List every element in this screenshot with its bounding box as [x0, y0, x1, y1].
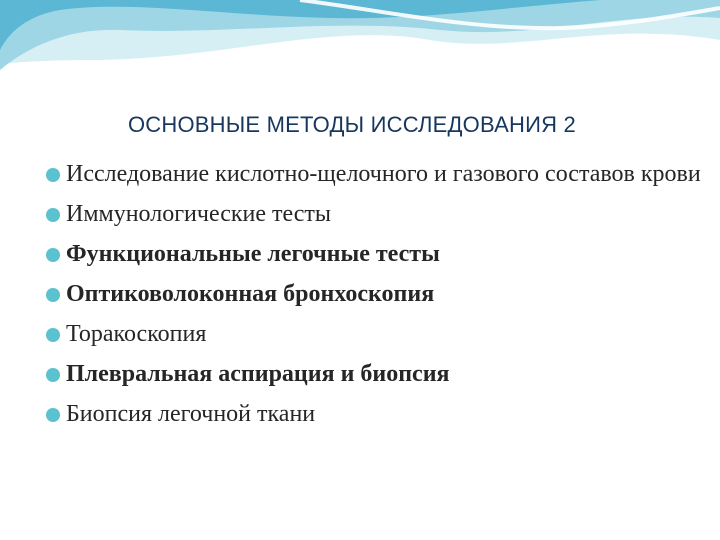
- bullet-list: [44, 158, 704, 438]
- bullet-dot-icon: [46, 368, 60, 382]
- bullet-text: Функциональные легочные тесты: [66, 241, 440, 267]
- bullet-item: [44, 198, 704, 230]
- bullet-dot-icon: [46, 408, 60, 422]
- bullet-dot-icon: [46, 328, 60, 342]
- bullet-item: [44, 238, 704, 270]
- bullet-text: Оптиковолоконная бронхоскопия: [66, 281, 435, 307]
- bullet-text: Иммунологические тесты: [66, 201, 332, 227]
- bullet-text: Исследование кислотно-щелочного и газового составов крови: [66, 161, 701, 187]
- bullet-item: [44, 318, 704, 350]
- bullet-dot-icon: [46, 288, 60, 302]
- header-wave-decoration: [0, 0, 720, 120]
- bullet-dot-icon: [46, 208, 60, 222]
- bullet-dot-icon: [46, 168, 60, 182]
- bullet-text: Плевральная аспирация и биопсия: [66, 361, 450, 387]
- bullet-item: [44, 278, 704, 310]
- slide-title: ОСНОВНЫЕ МЕТОДЫ ИССЛЕДОВАНИЯ 2: [128, 112, 576, 137]
- bullet-text: Биопсия легочной ткани: [66, 401, 316, 427]
- bullet-item: [44, 158, 704, 190]
- bullet-item: [44, 398, 704, 430]
- bullet-dot-icon: [46, 248, 60, 262]
- bullet-item: [44, 358, 704, 390]
- bullet-text: Торакоскопия: [66, 321, 207, 347]
